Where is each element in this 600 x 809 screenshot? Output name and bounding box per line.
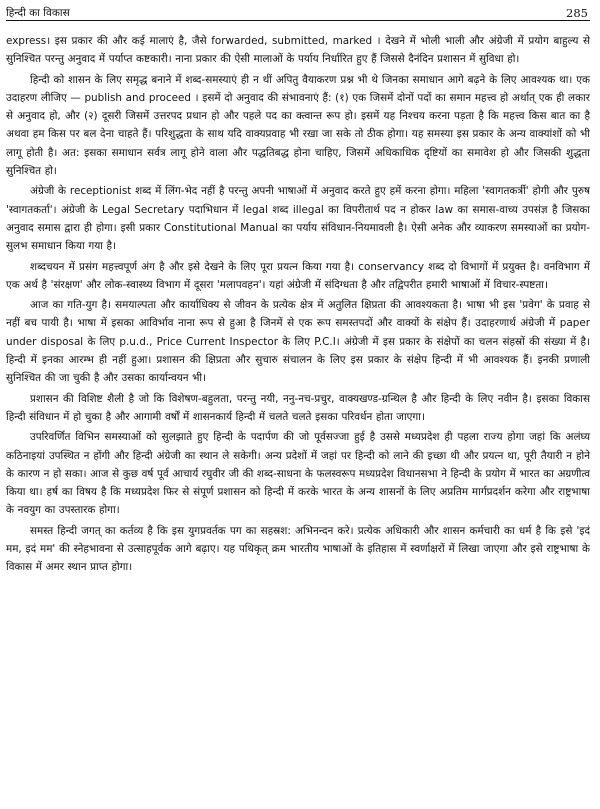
paragraph-grammar-problems: हिन्दी को शासन के लिए समृद्ध बनाने में शब्द-समस्याएं ही न थीं अपितु वैयाकरण प्रश्न भी थे जिनका समाधान आगे बढ़ने के लिए आवश्यक था। एक उदाहरण लीजिए — publish and proceed । इसमें दो अनुवाद की संभावनाएं हैं: (१) एक जिसमें दोनों पदों का समान महत्त्व हो अर्थात् एक ही लकार से अनुवाद हो, और (२) दूसरी जिसमें उत्तरपद प्रधान हो और पहले पद का क्त्वान्त रूप हो। इसमें यह निश्चय करना पड़ता है कि महत्त्व किस बात का है अथवा हम किस पर बल देना चाहते हैं। परिशुद्धता के साथ यदि वाक्यप्रवाह भी रखा जा सके तो ठीक होगा। यह समस्या इस प्रकार के अन्य वाक्यांशों को भी लागू होती है। अत: इसका समाधान सर्वत्र लागू होने वाला और पद्धतिबद्ध होना चाहिए, जिसमें अधिकाधिक दृष्टियों का समावेश हो और जिसकी शुद्धता सुनिश्चित हो। (6, 73, 590, 178)
page-body (6, 32, 590, 577)
running-title: हिन्दी का विकास (6, 7, 70, 19)
page-number: 285 (566, 6, 588, 20)
paragraph-conclusion: समस्त हिन्दी जगत् का कर्तव्य है कि इस युगप्रवर्तक पग का सहस्रश: अभिनन्दन करे। प्रत्येक अधिकारी और शासन कर्मचारी का धर्म है कि इसे 'इदं मम, इदं मम' की स्नेहभावना से उत्साहपूर्वक आगे बढ़ाए। यह पथिकृत् क्रम भारतीय भाषाओं के इतिहास में स्वर्णाक्षरों में लिखा जाएगा और इसे राष्ट्रभाषा के विकास में अमर स्थान प्राप्त होगा। (6, 524, 590, 574)
paragraph-madhya-pradesh: उपरिवर्णित विभिन समस्याओं को सुलझाते हुए हिन्दी के पदार्पण की जो पूर्वसज्जा हुई है उससे मध्यप्रदेश ही पहला राज्य होगा जहां कि अलंघ्य कठिनाइयां उपस्थित न होंगी और हिन्दी अंग्रेजी का स्थान ले सकेगी। अन्य प्रदेशों में जहां पर हिन्दी को लाने की इच्छा थी और प्रयत्न था, पूरी तैयारी न होने के कारण न हो सका। आज से कुछ वर्ष पूर्व आचार्य रघुवीर जी की शब्द-साधना के फलस्वरूप मध्यप्रदेश विधानसभा ने हिन्दी के प्रयोग में भारत का अग्रणीत्व किया था। हर्ष का विषय है कि मध्यप्रदेश फिर से संपूर्ण प्रशासन को हिन्दी में करके भारत के अन्य शासनों के लिए अप्रतिम मार्गप्रदर्शन करेगा और राष्ट्रभाषा के नवयुग का उपस्तारक होगा। (6, 431, 590, 517)
paragraph-gender-distinction: अंग्रेजी के receptionist शब्द में लिंग-भेद नहीं है परन्तु अपनी भाषाओं में अनुवाद करते हुए हमें करना होगा। महिला 'स्वागतकर्त्री' होगी और पुरुष 'स्वागतकर्ता'। अंग्रेजी के Legal Secretary पदाभिधान में legal शब्द illegal का विपरीतार्थ पद न होकर law का समास-वाच्य उपसंज्ञ है जिसका अनुवाद समास द्वारा ही होगा। इसी प्रकार Constitutional Manual का पर्याय संविधान-नियमावली है। ऐसी अनेक और व्याकरण समस्याओं का प्रयोग-सुलभ समाधान किया गया है। (6, 185, 590, 253)
paragraph-continuation: express। इस प्रकार की और कई मालाएं है, जैसे forwarded, submitted, marked । देखने में भोली भाली और अंग्रेजी में प्रयोग बाहुल्य से सुनिश्चित परन्तु अनुवाद में पर्याप्त कष्टकारी। नाना प्रकार की ऐसी मालाओं के पर्याय निर्धारित हुए हैं जिससे दैनंदिन प्रशासन में सुविधा हो। (6, 35, 590, 66)
running-header (6, 3, 590, 21)
paragraph-administrative-style: प्रशासन की विशिष्ट शैली है जो कि विशेषण-बहुलता, परन्तु नयी, ननु-नच-प्रचुर, वाक्यखण्ड-ग्रन्थिल है और हिन्दी के लिए नवीन है। इसका विकास हिन्दी संविधान में हो चुका है और आगामी वर्षों में शासनकार्य हिन्दी में चलते चलते इसका परिवर्धन होता जाएगा। (6, 392, 590, 423)
paragraph-word-choice: शब्दचयन में प्रसंग महत्त्वपूर्ण अंग है और इसे देखने के लिए पूरा प्रयत्न किया गया है। conservancy शब्द दो विभागों में प्रयुक्त है। वनविभाग में एक अर्थ है 'संरक्षण' और लोक-स्वास्थ्य विभाग में दूसरा 'मलापवहन'। यहां अंग्रेजी में संदिग्धता है और तद्विपरीत हमारी भाषाओं में विचार-स्पष्टता। (6, 260, 590, 291)
paragraph-abbreviations: आज का गति-युग है। समयाल्पता और कार्याधिक्य से जीवन के प्रत्येक क्षेत्र में अतुलित क्षिप्रता की आवश्यकता है। भाषा भी इस 'प्रवेग' के प्रवाह से नहीं बच पायी है। भाषा में इसका आविर्भाव नाना रूप से हुआ है जिनमें से एक रूप समस्तपदों और वाक्यों के संक्षेप हैं। उदाहरणार्थ अंग्रेजी में paper under disposal के लिए p.u.d., Price Current Inspector के लिए P.C.I। अंग्रेजी में इस प्रकार के संक्षेपों का चलन संहस्रों की संख्या में है। हिन्दी में इनका आरम्भ ही नहीं हुआ। प्रशासन की क्षिप्रता और सुचारु संचालन के लिए इस प्रकार के संक्षेप हिन्दी में भी आवश्यक हैं। इनकी प्रणाली सुनिश्चित की जा चुकी है और उसका कार्यान्वयन भी। (6, 299, 590, 385)
